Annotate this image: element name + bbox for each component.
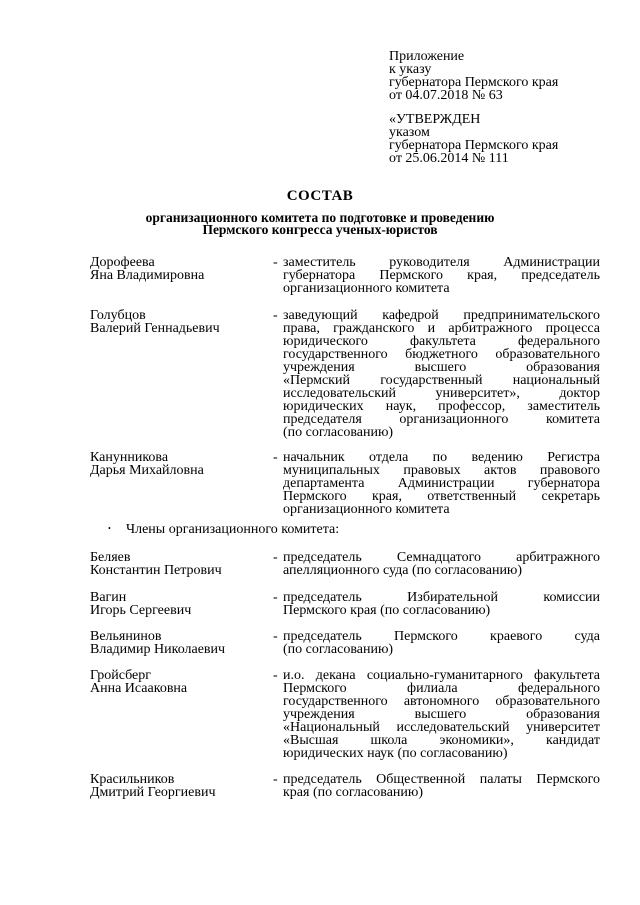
- member-surname: Голубцов: [90, 308, 146, 323]
- dash-separator: -: [273, 450, 278, 465]
- member-role: [283, 669, 600, 760]
- dash-separator: -: [273, 629, 278, 644]
- member-role: [283, 451, 600, 516]
- role-line: и.о. декана социально-гуманитарного факультета: [283, 669, 600, 682]
- member-name: [90, 669, 270, 695]
- member-surname: Вагин: [90, 590, 127, 605]
- subtitle-line: Пермского конгресса ученых-юристов: [202, 222, 438, 237]
- member-name: [90, 591, 270, 617]
- member-given-name: Дарья Михайловна: [90, 463, 204, 478]
- document-title: СОСТАВ: [286, 188, 354, 204]
- role-line: председатель Избирательной комиссии: [283, 591, 600, 604]
- role-line: юридических наук (по согласованию): [283, 747, 508, 760]
- role-line: юридического факультета федерального: [283, 335, 600, 348]
- appendix-line: Приложение: [389, 49, 465, 64]
- approved-line: губернатора Пермского края: [389, 138, 559, 153]
- role-line: государственного автономного образовательного: [283, 695, 600, 708]
- member-surname: Гройсберг: [90, 668, 151, 683]
- role-line: председатель Пермского краевого суда: [283, 630, 600, 643]
- dash-separator: -: [273, 590, 278, 605]
- role-line: заместитель руководителя Администрации: [283, 256, 600, 269]
- appendix-line: губернатора Пермского края: [389, 75, 559, 90]
- appendix-line: к указу: [389, 62, 432, 77]
- member-name: [90, 451, 270, 477]
- dash-separator: -: [273, 255, 278, 270]
- member-given-name: Игорь Сергеевич: [90, 603, 192, 618]
- member-surname: Канунникова: [90, 450, 169, 465]
- role-line: «Национальный исследовательский университет: [283, 721, 600, 734]
- section-marker: •: [108, 524, 111, 533]
- dash-separator: -: [273, 668, 278, 683]
- member-role: [283, 256, 600, 295]
- member-name: [90, 309, 270, 335]
- role-line: государственного бюджетного образовательного: [283, 348, 600, 361]
- role-line: муниципальных правовых актов правового: [283, 464, 600, 477]
- role-line: исследовательский университет», доктор: [283, 387, 600, 400]
- role-line: «Высшая школа экономики», кандидат: [283, 734, 600, 747]
- role-line: департамента Администрации губернатора: [283, 477, 600, 490]
- member-surname: Вельянинов: [90, 629, 162, 644]
- role-line: председателя организационного комитета: [283, 413, 600, 426]
- role-line: начальник отдела по ведению Регистра: [283, 451, 600, 464]
- member-given-name: Константин Петрович: [90, 563, 222, 578]
- appendix-line: от 04.07.2018 № 63: [389, 88, 503, 103]
- role-line: учреждения высшего образования: [283, 361, 600, 374]
- role-line: апелляционного суда (по согласованию): [283, 564, 523, 577]
- dash-separator: -: [273, 772, 278, 787]
- role-line: организационного комитета: [283, 282, 450, 295]
- member-name: [90, 773, 270, 799]
- role-line: (по согласованию): [283, 426, 394, 439]
- role-line: Пермского края, ответственный секретарь: [283, 490, 600, 503]
- approved-line: указом: [389, 125, 430, 140]
- role-line: Пермского края (по согласованию): [283, 604, 491, 617]
- member-name: [90, 630, 270, 656]
- member-given-name: Дмитрий Георгиевич: [90, 785, 216, 800]
- dash-separator: -: [273, 550, 278, 565]
- role-line: учреждения высшего образования: [283, 708, 600, 721]
- role-line: (по согласованию): [283, 643, 394, 656]
- dash-separator: -: [273, 308, 278, 323]
- member-surname: Красильников: [90, 772, 175, 787]
- role-line: права, гражданского и арбитражного процесса: [283, 322, 600, 335]
- role-line: организационного комитета: [283, 503, 450, 516]
- role-line: «Пермский государственный национальный: [283, 374, 600, 387]
- role-line: края (по согласованию): [283, 786, 424, 799]
- document-subtitle: [0, 212, 640, 236]
- member-role: [283, 551, 600, 577]
- member-surname: Беляев: [90, 550, 131, 565]
- role-line: председатель Семнадцатого арбитражного: [283, 551, 600, 564]
- member-given-name: Анна Исааковна: [90, 681, 188, 696]
- role-line: председатель Общественной палаты Пермского: [283, 773, 600, 786]
- member-role: [283, 591, 600, 617]
- member-role: [283, 309, 600, 439]
- member-given-name: Владимир Николаевич: [90, 642, 226, 657]
- member-name: [90, 256, 270, 282]
- role-line: юридических наук, профессор, заместитель: [283, 400, 600, 413]
- role-line: заведующий кафедрой предпринимательского: [283, 309, 600, 322]
- member-role: [283, 773, 600, 799]
- role-line: губернатора Пермского края, председатель: [283, 269, 600, 282]
- member-name: [90, 551, 270, 577]
- role-line: Пермского филиала федерального: [283, 682, 600, 695]
- subtitle-line: организационного комитета по подготовке и проведению: [145, 210, 495, 225]
- approved-line: от 25.06.2014 № 111: [389, 151, 509, 166]
- member-given-name: Валерий Геннадьевич: [90, 321, 220, 336]
- member-given-name: Яна Владимировна: [90, 268, 205, 283]
- section-heading: Члены организационного комитета:: [126, 522, 340, 537]
- member-role: [283, 630, 600, 656]
- approved-line: «УТВЕРЖДЕН: [389, 112, 481, 127]
- appendix-header: [389, 50, 589, 102]
- approved-header: [389, 113, 589, 165]
- member-surname: Дорофеева: [90, 255, 155, 270]
